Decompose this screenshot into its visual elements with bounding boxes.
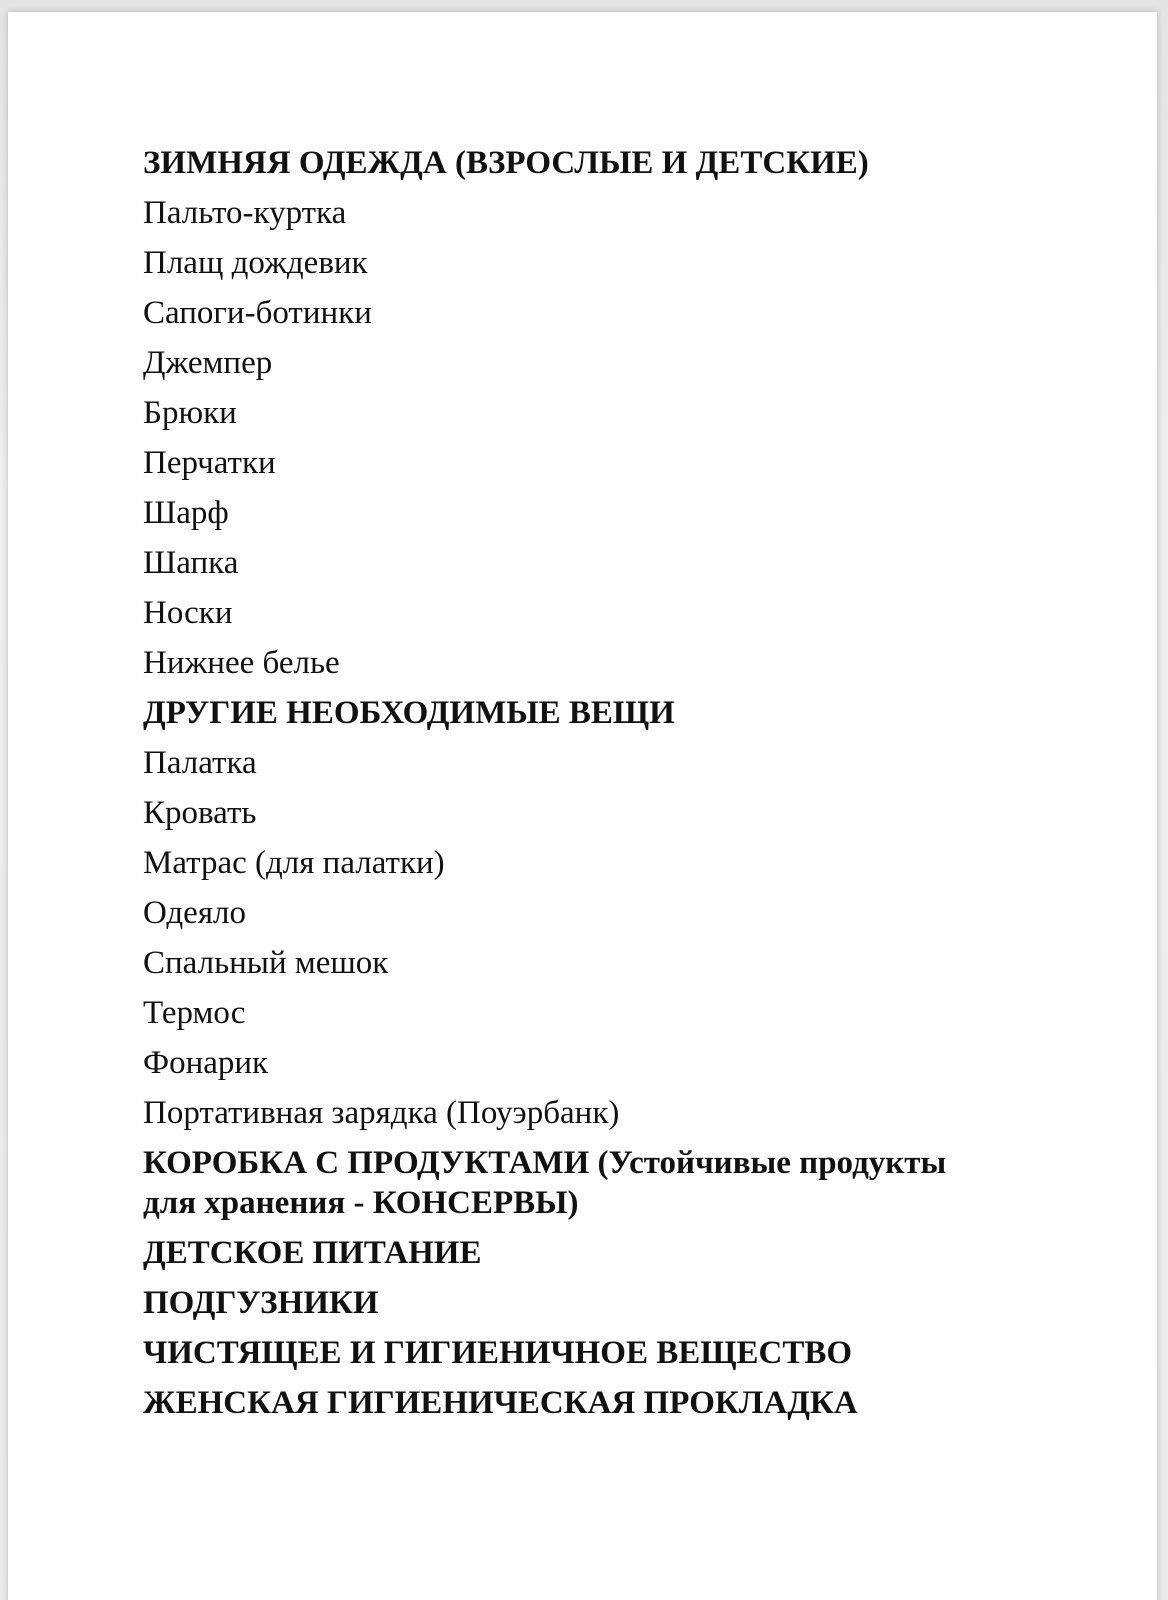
list-item: Кровать xyxy=(143,795,257,831)
list-item: Нижнее белье xyxy=(143,645,340,681)
section-heading: ЧИСТЯЩЕЕ И ГИГИЕНИЧНОЕ ВЕЩЕСТВО xyxy=(143,1335,853,1371)
list-item: Одеяло xyxy=(143,895,246,931)
list-item: Фонарик xyxy=(143,1045,269,1081)
section-heading: ЗИМНЯЯ ОДЕЖДА (ВЗРОСЛЫЕ И ДЕТСКИЕ) xyxy=(143,145,869,181)
list-item: Перчатки xyxy=(143,445,276,481)
list-item: Матрас (для палатки) xyxy=(143,845,445,881)
list-item: Плащ дождевик xyxy=(143,245,368,281)
section-heading: ДРУГИЕ НЕОБХОДИМЫЕ ВЕЩИ xyxy=(143,695,675,731)
list-item: Термос xyxy=(143,995,246,1031)
section-heading: КОРОБКА С ПРОДУКТАМИ (Устойчивые продукты для хранения - КОНСЕРВЫ) xyxy=(143,1145,947,1221)
list-item: Пальто-куртка xyxy=(143,195,347,231)
document-content xyxy=(8,12,963,1423)
list-item: Палатка xyxy=(143,745,257,781)
list-item: Шарф xyxy=(143,495,229,531)
list-item: Сапоги-ботинки xyxy=(143,295,372,331)
section-heading: ДЕТСКОЕ ПИТАНИЕ xyxy=(143,1235,482,1271)
list-item: Шапка xyxy=(143,545,239,581)
list-item: Спальный мешок xyxy=(143,945,389,981)
list-item: Брюки xyxy=(143,395,237,431)
section-heading: ПОДГУЗНИКИ xyxy=(143,1285,379,1321)
list-item: Портативная зарядка (Поуэрбанк) xyxy=(143,1095,620,1131)
section-heading: ЖЕНСКАЯ ГИГИЕНИЧЕСКАЯ ПРОКЛАДКА xyxy=(143,1385,858,1421)
list-item: Джемпер xyxy=(143,345,273,381)
document-page xyxy=(8,12,1157,1600)
list-item: Носки xyxy=(143,595,233,631)
checklist xyxy=(143,143,963,1423)
